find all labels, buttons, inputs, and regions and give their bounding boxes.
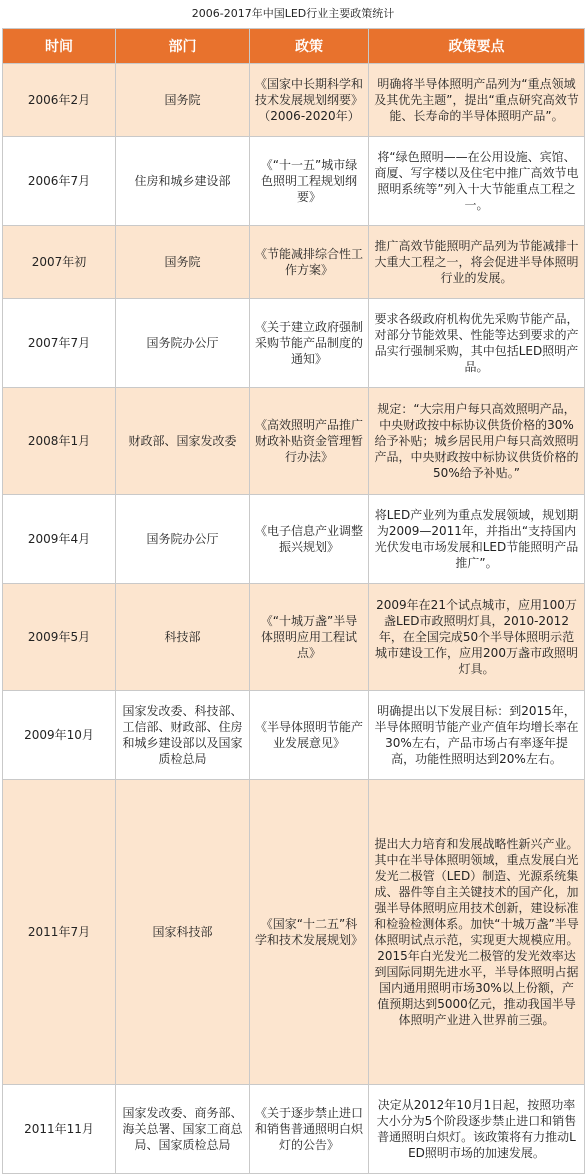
date-cell: 2007年初 [3, 226, 116, 299]
date-cell: 2008年1月 [3, 388, 116, 495]
policy-cell: 《“十城万盏”半导体照明应用工程试点》 [250, 584, 369, 691]
department-cell: 国务院 [116, 226, 250, 299]
policy-cell: 《高效照明产品推广财政补贴资金管理暂行办法》 [250, 388, 369, 495]
department-cell: 国务院办公厅 [116, 299, 250, 388]
table-row [3, 584, 585, 691]
department-cell: 国家科技部 [116, 780, 250, 1085]
key-points-cell: 明确将半导体照明产品列为“重点领域及其优先主题”，提出“重点研究高效节能、长寿命的半导体照明产品”。 [369, 64, 585, 137]
page-title: 2006-2017年中国LED行业主要政策统计 [191, 7, 395, 20]
date-cell: 2007年7月 [3, 299, 116, 388]
key-points-cell: 规定：“大宗用户每只高效照明产品，中央财政按中标协议供货价格的30%给予补贴；城乡居民用户每只高效照明产品，中央财政按中标协议供货价格的50%给予补贴。” [369, 388, 585, 495]
table-row [3, 137, 585, 226]
department-cell: 财政部、国家发改委 [116, 388, 250, 495]
date-cell: 2009年5月 [3, 584, 116, 691]
date-cell: 2011年7月 [3, 780, 116, 1085]
department-cell: 国家发改委、科技部、工信部、财政部、住房和城乡建设部以及国家质检总局 [116, 691, 250, 780]
key-points-cell: 提出大力培育和发展战略性新兴产业。其中在半导体照明领域，重点发展白光发光二极管（LED）制造、光源系统集成、器件等自主关键技术的国产化，加强半导体照明应用技术创新，建设标准和检验检测体系。加快“十城万盏”半导体照明试点示范，实现更大规模应用。2015年白光发光二极管的发光效率达到国际同期先进水平，半导体照明占据国内通用照明市场30%以上份额，产值预期达到5000亿元，推动我国半导体照明产业进入世界前三强。 [369, 780, 585, 1085]
department-cell: 住房和城乡建设部 [116, 137, 250, 226]
policy-cell: 《国家中长期科学和技术发展规划纲要》（2006-2020年） [250, 64, 369, 137]
table-row [3, 299, 585, 388]
date-cell: 2009年10月 [3, 691, 116, 780]
table-row [3, 780, 585, 1085]
policy-cell: 《电子信息产业调整振兴规划》 [250, 495, 369, 584]
policy-cell: 《关于建立政府强制采购节能产品制度的通知》 [250, 299, 369, 388]
key-points-cell: 决定从2012年10月1日起，按照功率大小分为5个阶段逐步禁止进口和销售普通照明白炽灯。该政策将有力推动LED照明市场的加速发展。 [369, 1085, 585, 1174]
table-row [3, 226, 585, 299]
key-points-cell: 2009年在21个试点城市，应用100万盏LED市政照明灯具，2010-2012年，在全国完成50个半导体照明示范城市建设工作，应用200万盏市政照明灯具。 [369, 584, 585, 691]
column-header-department: 部门 [116, 29, 250, 64]
policy-cell: 《国家“十二五”科学和技术发展规划》 [250, 780, 369, 1085]
date-cell: 2006年2月 [3, 64, 116, 137]
column-header-key-points: 政策要点 [369, 29, 585, 64]
header-row [3, 29, 585, 64]
policy-cell: 《“十一五”城市绿色照明工程规划纲要》 [250, 137, 369, 226]
department-cell: 国务院办公厅 [116, 495, 250, 584]
date-cell: 2009年4月 [3, 495, 116, 584]
table-row [3, 388, 585, 495]
department-cell: 科技部 [116, 584, 250, 691]
date-cell: 2006年7月 [3, 137, 116, 226]
key-points-cell: 推广高效节能照明产品列为节能减排十大重大工程之一，将会促进半导体照明行业的发展。 [369, 226, 585, 299]
policy-cell: 《关于逐步禁止进口和销售普通照明白炽灯的公告》 [250, 1085, 369, 1174]
key-points-cell: 将LED产业列为重点发展领域，规划期为2009—2011年，并指出“支持国内光伏发电市场发展和LED节能照明产品推广”。 [369, 495, 585, 584]
key-points-cell: 将“绿色照明——在公用设施、宾馆、商厦、写字楼以及住宅中推广高效节电照明系统等”列入十大节能重点工程之一。 [369, 137, 585, 226]
table-row [3, 495, 585, 584]
key-points-cell: 明确提出以下发展目标：到2015年，半导体照明节能产业产值年均增长率在30%左右，产品市场占有率逐年提高，功能性照明达到20%左右。 [369, 691, 585, 780]
column-header-time: 时间 [3, 29, 116, 64]
table-row [3, 691, 585, 780]
department-cell: 国务院 [116, 64, 250, 137]
table-row [3, 64, 585, 137]
department-cell: 国家发改委、商务部、海关总署、国家工商总局、国家质检总局 [116, 1085, 250, 1174]
key-points-cell: 要求各级政府机构优先采购节能产品，对部分节能效果、性能等达到要求的产品实行强制采购，其中包括LED照明产品。 [369, 299, 585, 388]
policy-cell: 《半导体照明节能产业发展意见》 [250, 691, 369, 780]
table-row [3, 1085, 585, 1174]
column-header-policy: 政策 [250, 29, 369, 64]
date-cell: 2011年11月 [3, 1085, 116, 1174]
policy-cell: 《节能减排综合性工作方案》 [250, 226, 369, 299]
policy-table [2, 28, 585, 1174]
